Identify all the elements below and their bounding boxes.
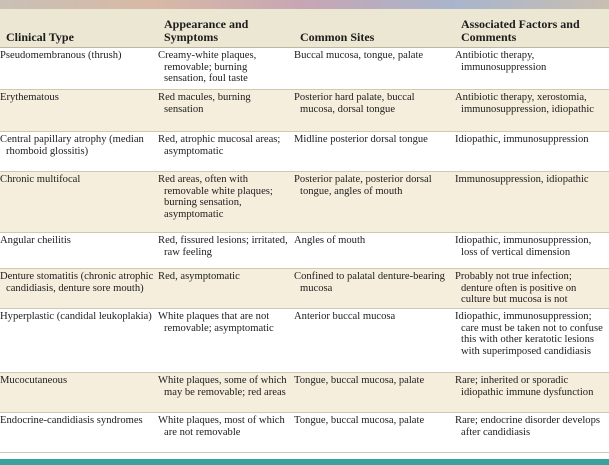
cell-appearance: Red, asymptomatic bbox=[158, 269, 294, 309]
cell-appearance: Creamy-white plaques, removable; burning sensation, foul taste bbox=[158, 48, 294, 90]
cell-appearance: Red, fissured lesions; irritated, raw feeling bbox=[158, 233, 294, 269]
cell-clinical-type: Chronic multifocal bbox=[0, 172, 158, 233]
cell-clinical-type: Hyperplastic (candidal leukoplakia) bbox=[0, 309, 158, 373]
cell-appearance: Red, atrophic mucosal areas; asymptomatic bbox=[158, 132, 294, 172]
cell-appearance: White plaques that are not removable; asymptomatic bbox=[158, 309, 294, 373]
cell-sites: Tongue, buccal mucosa, palate bbox=[294, 413, 455, 453]
cell-factors: Antibiotic therapy, xerostomia, immunosuppression, idiopathic bbox=[455, 90, 609, 132]
cell-sites: Posterior hard palate, buccal mucosa, dorsal tongue bbox=[294, 90, 455, 132]
cell-sites: Posterior palate, posterior dorsal tongue, angles of mouth bbox=[294, 172, 455, 233]
cell-sites: Angles of mouth bbox=[294, 233, 455, 269]
cell-sites: Midline posterior dorsal tongue bbox=[294, 132, 455, 172]
cell-appearance: White plaques, most of which are not removable bbox=[158, 413, 294, 453]
table-row bbox=[0, 132, 609, 172]
cell-factors: Antibiotic therapy, immunosuppression bbox=[455, 48, 609, 90]
cell-sites: Tongue, buccal mucosa, palate bbox=[294, 373, 455, 413]
header-common-sites: Common Sites bbox=[294, 9, 455, 48]
table-row bbox=[0, 413, 609, 453]
cell-clinical-type: Mucocutaneous bbox=[0, 373, 158, 413]
cell-clinical-type: Erythematous bbox=[0, 90, 158, 132]
cell-clinical-type: Denture stomatitis (chronic atrophic candidiasis, denture sore mouth) bbox=[0, 269, 158, 309]
table-row bbox=[0, 172, 609, 233]
cell-appearance: Red macules, burning sensation bbox=[158, 90, 294, 132]
cell-sites: Buccal mucosa, tongue, palate bbox=[294, 48, 455, 90]
table-row bbox=[0, 48, 609, 90]
header-appearance-symptoms: Appearance and Symptoms bbox=[158, 9, 294, 48]
cell-clinical-type: Angular cheilitis bbox=[0, 233, 158, 269]
table-row bbox=[0, 90, 609, 132]
cell-sites: Anterior buccal mucosa bbox=[294, 309, 455, 373]
cell-factors: Rare; inherited or sporadic idiopathic immune dysfunction bbox=[455, 373, 609, 413]
header-associated-factors: Associated Factors and Comments bbox=[455, 9, 609, 48]
table-row bbox=[0, 233, 609, 269]
cell-factors: Immunosuppression, idiopathic bbox=[455, 172, 609, 233]
cell-factors: Idiopathic, immunosuppression, loss of vertical dimension bbox=[455, 233, 609, 269]
cell-factors: Idiopathic, immunosuppression bbox=[455, 132, 609, 172]
table-row bbox=[0, 373, 609, 413]
cell-clinical-type: Central papillary atrophy (median rhomboid glossitis) bbox=[0, 132, 158, 172]
cell-appearance: Red areas, often with removable white plaques; burning sensation, asymptomatic bbox=[158, 172, 294, 233]
table-row bbox=[0, 269, 609, 309]
decorative-top-band bbox=[0, 0, 609, 9]
cell-factors: Rare; endocrine disorder develops after candidiasis bbox=[455, 413, 609, 453]
cell-clinical-type: Endocrine-candidiasis syndromes bbox=[0, 413, 158, 453]
cell-factors: Probably not true infection; denture often is positive on culture but mucosa is not bbox=[455, 269, 609, 309]
header-clinical-type: Clinical Type bbox=[0, 9, 158, 48]
cell-appearance: White plaques, some of which may be removable; red areas bbox=[158, 373, 294, 413]
cell-sites: Confined to palatal denture-bearing mucosa bbox=[294, 269, 455, 309]
header-row bbox=[0, 9, 609, 48]
candidiasis-table bbox=[0, 9, 609, 453]
table-row bbox=[0, 309, 609, 373]
cell-factors: Idiopathic, immunosuppression; care must be taken not to confuse this with other keratotic lesions with superimposed candidiasis bbox=[455, 309, 609, 373]
cell-clinical-type: Pseudomembranous (thrush) bbox=[0, 48, 158, 90]
decorative-bottom-band bbox=[0, 459, 609, 465]
